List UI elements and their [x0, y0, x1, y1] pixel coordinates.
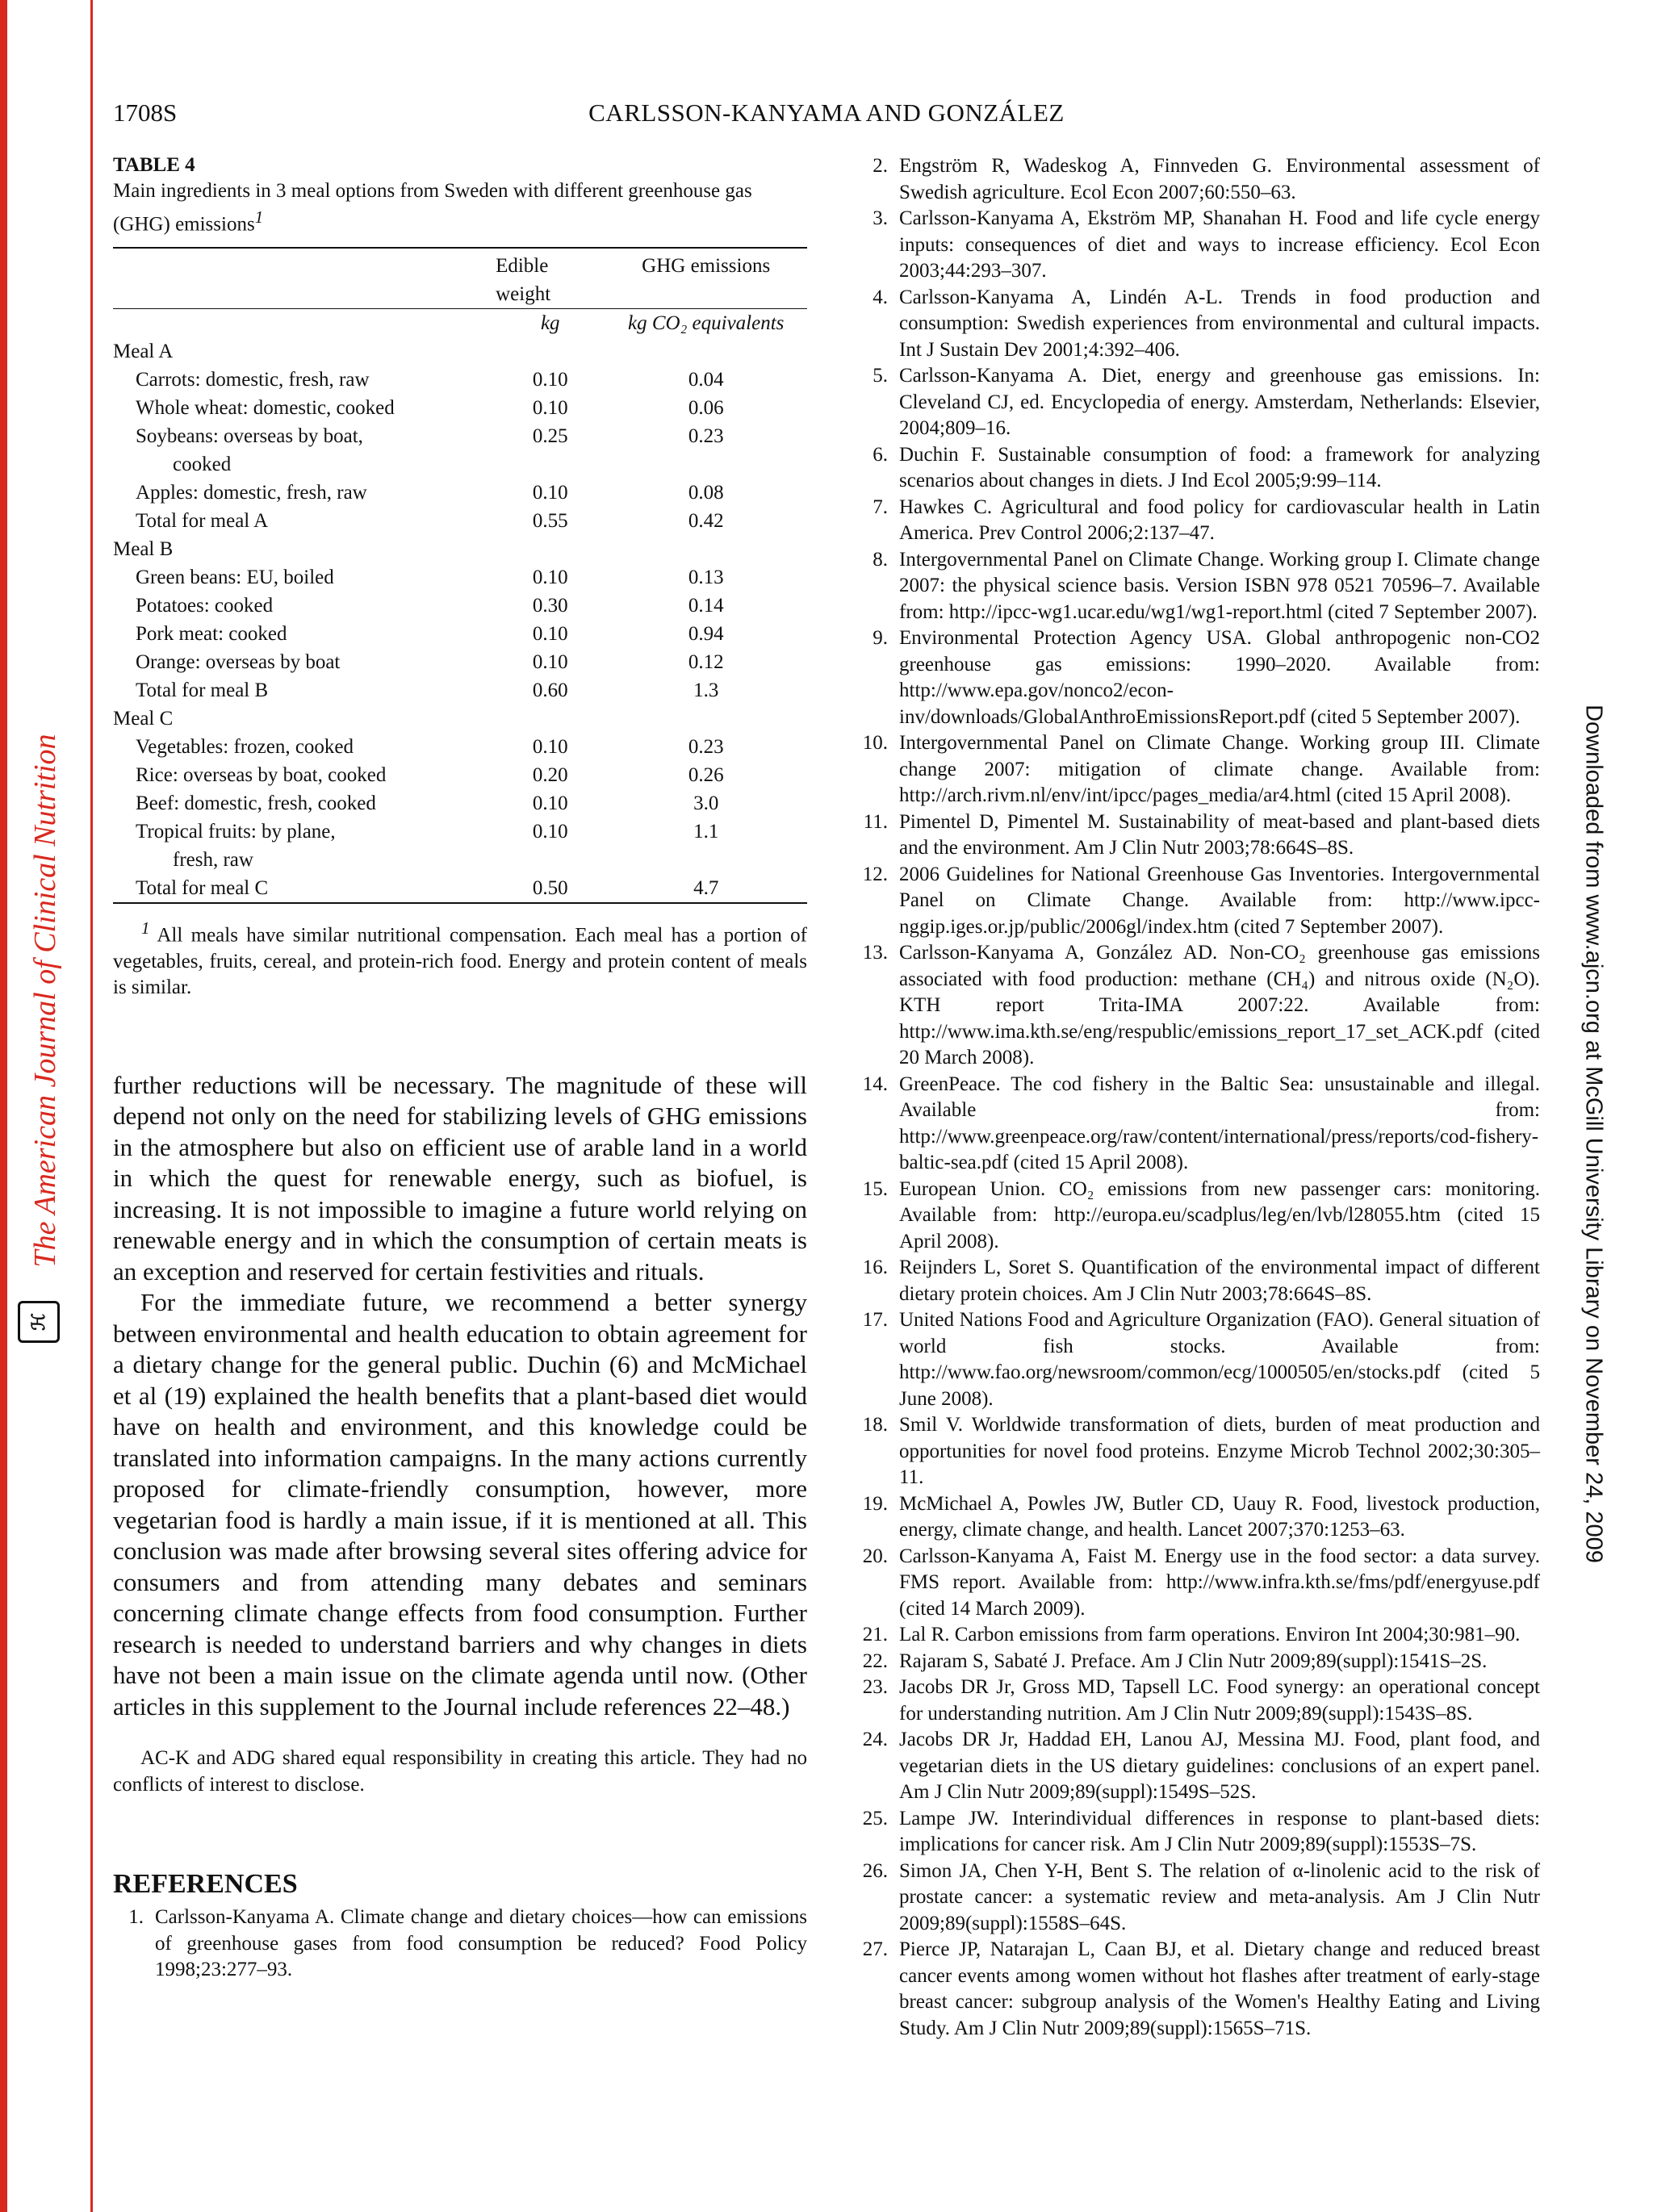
ghg-table [113, 247, 807, 904]
journal-logo-icon [18, 1301, 60, 1343]
reference-item [857, 625, 1540, 730]
reference-item [857, 1072, 1540, 1177]
reference-number: 7. [873, 496, 888, 518]
reference-item [857, 285, 1540, 364]
reference-text: Intergovernmental Panel on Climate Change. Working group III. Climate change 2007: mitigation of climate change. Available from: http://arch.rivm.nl/env/int/ipcc/pages_media/ar4.html (cited 15 April 2008). [899, 732, 1540, 806]
page-header [113, 98, 1540, 131]
reference-number: 16. [862, 1257, 888, 1278]
meal-group-label: Meal C [113, 708, 174, 730]
edible-weight-cell: 0.60 [532, 679, 568, 702]
table-row [113, 479, 807, 507]
journal-side-title: The American Journal of Clinical Nutrition [28, 734, 62, 1268]
reference-text: European Union. CO₂ emissions from new passenger cars: monitoring. Available from: http://europa.eu/scadplus/leg/en/lvb/l28055.htm (cited 15 April 2008). [899, 1177, 1540, 1252]
reference-number: 4. [873, 286, 888, 308]
reference-item [857, 1544, 1540, 1623]
reference-text: Jacobs DR Jr, Haddad EH, Lanou AJ, Messina MJ. Food, plant food, and vegetarian diets in the US dietary guidelines: conclusions of an expert panel. Am J Clin Nutr 2009;89(suppl):1549S–52S. [899, 1729, 1540, 1803]
body-text [113, 1070, 807, 1723]
table-row [113, 563, 807, 592]
reference-item [857, 1806, 1540, 1859]
reference-number: 27. [862, 1938, 888, 1960]
table-row [113, 366, 807, 394]
reference-text: Smil V. Worldwide transformation of diets, burden of meat production and opportunities for novel food proteins. Enzyme Microb Technol 2002;30:305–11. [899, 1414, 1540, 1488]
reference-number: 24. [862, 1729, 888, 1750]
reference-item [857, 363, 1540, 442]
ghg-cell: 0.08 [688, 482, 724, 504]
reference-text: United Nations Food and Agriculture Organization (FAO). General situation of world fish stocks. Available from: http://www.fao.org/newsroom/common/ecg/1000505/en/stocks.pdf (cited 5 June 2008). [899, 1309, 1540, 1410]
ghg-cell: 0.26 [688, 764, 724, 787]
ingredient-name: Soybeans: overseas by boat, [136, 425, 363, 448]
reference-number: 5. [873, 365, 888, 387]
col-header-ghg: GHG emissions [605, 252, 807, 309]
ingredient-name: Whole wheat: domestic, cooked [136, 397, 395, 420]
body-paragraph-1: further reductions will be necessary. The magnitude of these will depend not only on the need for stabilizing levels of GHG emissions in the atmosphere but also on efficient use of arable land in a world in which the quest for renewable energy, such as biofuel, is increasing. It is not impossible to imagine a future world relying on renewable energy and in which the consumption of certain meats is an exception and reserved for certain festivities and rituals. [113, 1070, 807, 1286]
edible-weight-cell: 0.10 [532, 482, 568, 504]
reference-text: Intergovernmental Panel on Climate Change. Working group I. Climate change 2007: the physical science basis. Version ISBN 978 0521 70596–7. Available from: http://ipcc-wg1.ucar.edu/wg1/wg1-report.html (cited 7 September 2007). [899, 548, 1540, 623]
reference-number: 8. [873, 548, 888, 571]
ingredient-name: Rice: overseas by boat, cooked [136, 764, 387, 787]
reference-text: Carlsson-Kanyama A, González AD. Non-CO₂ greenhouse gas emissions associated with food production: methane (CH₄) and nitrous oxide (N₂O). KTH report Trita-IMA 2007:22. Available from: http://www.ima.kth.se/eng/respublic/emissions_report_17_set_ACK.pdf (cited 20 March 2008). [899, 942, 1540, 1068]
table-group-row [113, 705, 807, 733]
reference-number: 12. [862, 863, 888, 885]
reference-item [857, 495, 1540, 547]
meal-group-label: Meal A [113, 341, 174, 363]
edible-weight-cell: 0.10 [532, 369, 568, 391]
table-caption-note: 1 [254, 207, 264, 227]
edible-weight-cell: 0.50 [496, 874, 605, 903]
reference-number: 10. [862, 732, 888, 754]
body-paragraph-2: For the immediate future, we recommend a better synergy between environmental and health education to obtain agreement for a dietary change for the general public. Duchin (6) and McMichael et al (19) explained the health benefits that a plant-based diet would have on health and environment, and this knowledge could be translated into information campaigns. In the many actions currently proposed for climate-friendly consumption, however, more vegetarian food is hardly a main issue, if it is mentioned at all. This conclusion was made after browsing several sites offering advice for consumers and from attending many debates and seminars concerning climate change effects from food consumption. Further research is needed to understand barriers and why changes in diets have not been a main issue on the climate agenda until now. (Other articles in this supplement to the Journal include references 22–48.) [113, 1288, 807, 1721]
reference-text: Carlsson-Kanyama A. Climate change and dietary choices—how can emissions of greenhouse gases from food consumption be reduced? Food Policy 1998;23:277–93. [155, 1906, 807, 1981]
footnote-mark: 1 [141, 918, 150, 939]
edible-weight-cell: 0.10 [532, 651, 568, 674]
table-group-row [113, 535, 807, 563]
ingredient-name: Tropical fruits: by plane, [136, 821, 336, 843]
ghg-cell: 0.14 [688, 595, 724, 617]
reference-text: Lal R. Carbon emissions from farm operations. Environ Int 2004;30:981–90. [899, 1624, 1521, 1645]
reference-number: 25. [862, 1807, 888, 1829]
reference-text: 2006 Guidelines for National Greenhouse Gas Inventories. Intergovernmental Panel on Climate Change. Available from: http://www.ipcc-nggip.iges.or.jp/public/2006gl/index.htm (cited 7 September 2007). [899, 863, 1540, 938]
reference-item [857, 1622, 1540, 1649]
reference-item [857, 1649, 1540, 1675]
footnote-text: All meals have similar nutritional compensation. Each meal has a portion of vegetables, fruits, cereal, and protein-rich food. Energy and protein content of meals is similar. [113, 924, 807, 998]
ghg-cell: 0.04 [688, 369, 724, 391]
reference-item [857, 547, 1540, 626]
ingredient-name: Beef: domestic, fresh, cooked [136, 792, 376, 815]
reference-number: 14. [862, 1073, 888, 1095]
reference-number: 15. [862, 1177, 888, 1200]
reference-number: 26. [862, 1859, 888, 1882]
edible-weight-cell: 0.10 [532, 567, 568, 589]
edible-weight-cell: 0.10 [532, 792, 568, 815]
reference-text: Environmental Protection Agency USA. Global anthropogenic non-CO2 greenhouse gas emissions: 1990–2020. Available from: http://www.epa.gov/nonco2/econ-inv/downloads/GlobalAnthroEmissionsReport.pdf (cited 5 September 2007). [899, 627, 1540, 728]
ghg-cell: 0.13 [688, 567, 724, 589]
table-footnote [113, 915, 807, 1000]
ghg-cell: 0.06 [688, 397, 724, 420]
table-row [113, 648, 807, 676]
table-row [113, 676, 807, 705]
table-caption [113, 178, 807, 237]
table-row [113, 422, 807, 479]
reference-text: Carlsson-Kanyama A. Diet, energy and greenhouse gas emissions. In: Cleveland CJ, ed. Encyclopedia of energy. Amsterdam, Netherlands: Elsevier, 2004;809–16. [899, 365, 1540, 439]
download-notice: Downloaded from www.ajcn.org at McGill University Library on November 24, 2009 [1580, 705, 1607, 1563]
ghg-cell: 4.7 [605, 874, 807, 903]
edible-weight-cell: 0.10 [532, 821, 568, 843]
table-header-row [113, 252, 807, 309]
table-label: TABLE 4 [113, 154, 195, 176]
ghg-cell: 0.23 [688, 425, 724, 448]
reference-item [857, 1412, 1540, 1491]
ingredient-name-cont: fresh, raw [173, 849, 253, 872]
reference-text: Simon JA, Chen Y-H, Bent S. The relation of α-linolenic acid to the risk of prostate cancer: a systematic review and meta-analysis. Am J Clin Nutr 2009;89(suppl):1558S–64S. [899, 1859, 1540, 1934]
reference-number: 19. [862, 1492, 888, 1515]
reference-text: Jacobs DR Jr, Gross MD, Tapsell LC. Food synergy: an operational concept for understanding nutrition. Am J Clin Nutr 2009;89(suppl):1543S–8S. [899, 1676, 1540, 1725]
reference-item [857, 1937, 1540, 2042]
references-heading: REFERENCES [113, 1869, 298, 1900]
table-row [113, 789, 807, 817]
reference-number: 3. [873, 207, 888, 229]
reference-item [857, 1675, 1540, 1727]
reference-item [857, 1727, 1540, 1806]
reference-number: 1. [128, 1906, 144, 1929]
ingredient-name: Carrots: domestic, fresh, raw [136, 369, 370, 391]
reference-text: Rajaram S, Sabaté J. Preface. Am J Clin Nutr 2009;89(suppl):1541S–2S. [899, 1650, 1488, 1672]
reference-item [857, 1491, 1540, 1544]
ghg-cell: 0.12 [688, 651, 724, 674]
meal-group-label: Meal B [113, 538, 174, 561]
table-caption-text: Main ingredients in 3 meal options from Sweden with different greenhouse gas (GHG) emissions [113, 180, 752, 236]
running-title: CARLSSON-KANYAMA AND GONZÁLEZ [588, 98, 1065, 127]
table-units-row [113, 309, 807, 338]
edible-weight-cell: 0.10 [532, 623, 568, 646]
ingredient-name: Total for meal C [136, 877, 269, 900]
reference-number: 6. [873, 443, 888, 466]
table-row [113, 874, 807, 903]
reference-item [857, 153, 1540, 206]
reference-number: 13. [862, 942, 888, 964]
reference-text: Duchin F. Sustainable consumption of food: a framework for analyzing scenarios about changes in diets. J Ind Ecol 2005;9:99–114. [899, 443, 1540, 491]
reference-text: McMichael A, Powles JW, Butler CD, Uauy R. Food, livestock production, energy, climate change, and health. Lancet 2007;370:1253–63. [899, 1492, 1540, 1541]
reference-text: Hawkes C. Agricultural and food policy for cardiovascular health in Latin America. Prev Control 2006;2:137–47. [899, 496, 1540, 544]
left-red-rule [90, 0, 93, 2212]
col-header-edible: Edible weight [496, 252, 605, 309]
right-column [857, 153, 1540, 2042]
reference-item [857, 862, 1540, 941]
reference-text: Pimentel D, Pimentel M. Sustainability of meat-based and plant-based diets and the environment. Am J Clin Nutr 2003;78:664S–8S. [899, 810, 1540, 859]
reference-number: 20. [862, 1545, 888, 1567]
reference-item [857, 809, 1540, 862]
edible-weight-cell: 0.20 [532, 764, 568, 787]
reference-number: 23. [862, 1676, 888, 1698]
reference-text: Carlsson-Kanyama A, Ekström MP, Shanahan H. Food and life cycle energy inputs: consequences of diet and ways to increase efficiency. Ecol Econ 2003;44:293–307. [899, 207, 1540, 282]
reference-number: 21. [862, 1624, 888, 1645]
page-number: 1708S [113, 98, 178, 127]
ingredient-name: Potatoes: cooked [136, 595, 274, 617]
table-row [113, 761, 807, 789]
unit-edible: kg [540, 312, 560, 335]
table-row [113, 817, 807, 874]
table-row [113, 507, 807, 535]
reference-item [857, 442, 1540, 495]
table-group-row [113, 337, 807, 366]
reference-text: Carlsson-Kanyama A, Lindén A-L. Trends in food production and consumption: Swedish experiences from environmental and cultural impacts. Int J Sustain Dev 2001;4:392–406. [899, 286, 1540, 361]
reference-number: 17. [862, 1309, 888, 1331]
ingredient-name: Green beans: EU, boiled [136, 567, 334, 589]
reference-item [857, 206, 1540, 285]
reference-text: Pierce JP, Natarajan L, Caan BJ, et al. Dietary change and reduced breast cancer events among women without hot flashes after treatment of early-stage breast cancer: subgroup analysis of the Women's Healthy Eating and Living Study. Am J Clin Nutr 2009;89(suppl):1565S–71S. [899, 1938, 1540, 2039]
ingredient-name: Total for meal B [136, 679, 269, 702]
reference-number: 11. [863, 810, 888, 833]
acknowledgment: AC-K and ADG shared equal responsibility in creating this article. They had no conflicts of interest to disclose. [113, 1747, 807, 1796]
reference-item [857, 1255, 1540, 1307]
reference-number: 2. [873, 155, 888, 177]
reference-item [113, 1905, 807, 1984]
reference-number: 22. [862, 1650, 888, 1672]
reference-item [857, 1307, 1540, 1412]
left-red-bar [0, 0, 7, 2212]
ingredient-name: Orange: overseas by boat [136, 651, 341, 674]
edible-weight-cell: 0.10 [532, 397, 568, 420]
table-row [113, 620, 807, 648]
ghg-cell: 0.94 [688, 623, 724, 646]
table-row [113, 394, 807, 422]
reference-number: 9. [873, 627, 888, 649]
table-row [113, 733, 807, 761]
ghg-cell: 1.3 [693, 679, 719, 702]
reference-text: Engström R, Wadeskog A, Finnveden G. Environmental assessment of Swedish agriculture. Ecol Econ 2007;60:550–63. [899, 155, 1540, 203]
ingredient-name-cont: cooked [173, 454, 232, 476]
reference-text: Carlsson-Kanyama A, Faist M. Energy use in the food sector: a data survey. FMS report. Available from: http://www.infra.kth.se/fms/pdf/energyuse.pdf (cited 14 March 2009). [899, 1545, 1540, 1620]
ghg-cell: 0.23 [688, 736, 724, 759]
edible-weight-cell: 0.10 [532, 736, 568, 759]
reference-text: Reijnders L, Soret S. Quantification of the environmental impact of different dietary protein choices. Am J Clin Nutr 2003;78:664S–8S. [899, 1257, 1540, 1305]
ingredient-name: Total for meal A [136, 510, 269, 533]
ingredient-name: Pork meat: cooked [136, 623, 287, 646]
references-left [113, 1905, 807, 1984]
table-row [113, 592, 807, 620]
reference-item [857, 730, 1540, 809]
edible-weight-cell: 0.55 [532, 510, 568, 533]
ingredient-name: Apples: domestic, fresh, raw [136, 482, 367, 504]
left-column [113, 153, 807, 1984]
reference-item [857, 1859, 1540, 1938]
references-right [857, 153, 1540, 2042]
ingredient-name: Vegetables: frozen, cooked [136, 736, 354, 759]
ghg-cell: 0.42 [688, 510, 724, 533]
edible-weight-cell: 0.30 [532, 595, 568, 617]
edible-weight-cell: 0.25 [532, 425, 568, 448]
reference-number: 18. [862, 1414, 888, 1436]
ghg-cell: 3.0 [693, 792, 719, 815]
reference-item [857, 940, 1540, 1072]
reference-text: Lampe JW. Interindividual differences in response to plant-based diets: implications for cancer risk. Am J Clin Nutr 2009;89(suppl):1553S–7S. [899, 1807, 1540, 1855]
unit-ghg: kg CO₂ equivalents [628, 312, 785, 335]
reference-item [857, 1177, 1540, 1256]
logo-glyph: ℋ [28, 1313, 48, 1331]
ghg-cell: 1.1 [693, 821, 719, 843]
reference-text: GreenPeace. The cod fishery in the Baltic Sea: unsustainable and illegal. Available from: http://www.greenpeace.org/raw/content/international/press/reports/cod-fishery-baltic-sea.pdf (cited 15 April 2008). [899, 1073, 1540, 1173]
